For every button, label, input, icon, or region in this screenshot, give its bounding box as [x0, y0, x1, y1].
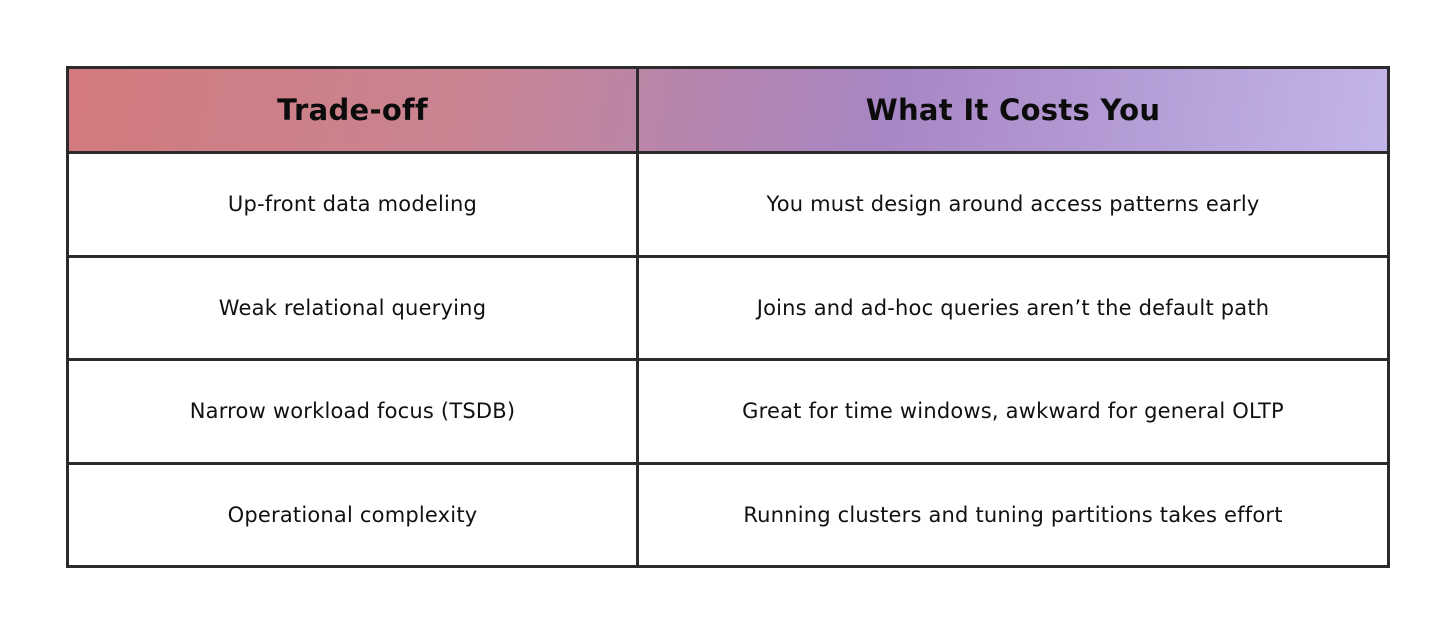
- header-tradeoff: Trade-off: [69, 69, 639, 151]
- table-cell-cost: You must design around access patterns early: [639, 151, 1387, 255]
- table-cell-cost: Great for time windows, awkward for general OLTP: [639, 358, 1387, 462]
- table-cell-cost: Joins and ad-hoc queries aren’t the default path: [639, 255, 1387, 359]
- table-cell-cost: Running clusters and tuning partitions takes effort: [639, 462, 1387, 566]
- table-cell-tradeoff: Operational complexity: [69, 462, 639, 566]
- tradeoff-table: [66, 66, 1390, 568]
- table-cell-tradeoff: Weak relational querying: [69, 255, 639, 359]
- table-cell-tradeoff: Up-front data modeling: [69, 151, 639, 255]
- table-cell-tradeoff: Narrow workload focus (TSDB): [69, 358, 639, 462]
- header-cost: What It Costs You: [865, 93, 1161, 127]
